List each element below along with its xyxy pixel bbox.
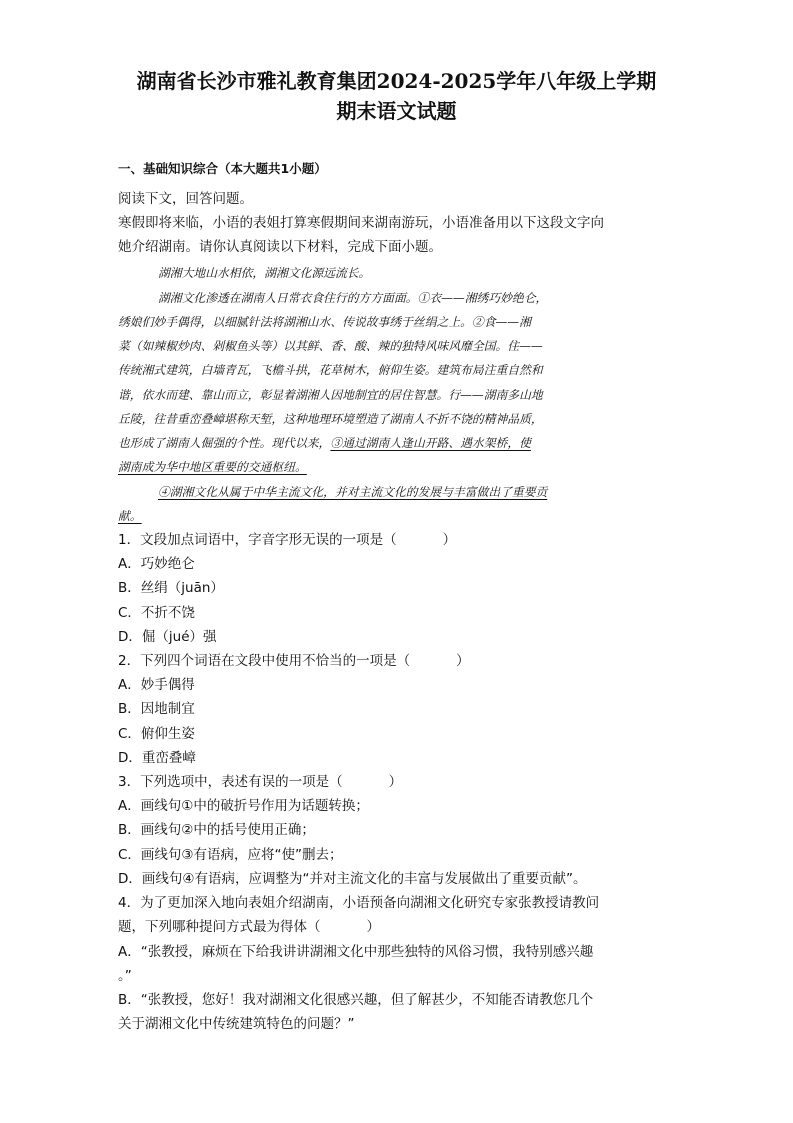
passage-opening: 湖湘大地山水相依，湖湘文化源远流长。 [158, 266, 371, 280]
intro-line-2: 寒假即将来临，小语的表姐打算寒假期间来湖南游玩，小语准备用以下这段文字向 [118, 215, 604, 231]
question-2-stem [118, 651, 470, 671]
question-3-option-c: C．画线句③有语病，应将“使”删去； [118, 847, 343, 863]
passage-line-1: 湖湘文化渗透在湖南人日常衣食住行的方方面面。①衣——湘绣巧妙绝仑， [158, 291, 548, 305]
exam-title-line-2: 期末语文试题 [336, 99, 457, 123]
passage-line-4: 传统湘式建筑，白墙青瓦，飞檐斗拱，花草树木，俯仰生姿。建筑布局注重自然和 [118, 363, 543, 377]
question-2-option-b: B．因地制宜 [118, 701, 195, 717]
question-1-paren: ） [442, 532, 457, 548]
section-heading: 一、基础知识综合（本大题共1小题） [118, 161, 327, 176]
passage-line-7 [118, 434, 531, 452]
intro-line-3: 她介绍湖南。请你认真阅读以下材料，完成下面小题。 [118, 239, 442, 255]
question-3-option-d: D．画线句④有语病，应调整为“并对主流文化的丰富与发展做出了重要贡献”。 [118, 871, 587, 887]
passage-line-5: 谐，依水而建、靠山而立，彰显着湖湘人因地制宜的居住智慧。行——湖南多山地 [118, 388, 543, 402]
underlined-sentence-4-end: 献。 [118, 509, 142, 523]
passage-line-7-text: 也形成了湖南人倔强的个性。现代以来， [118, 436, 331, 450]
question-3-paren: ） [388, 774, 403, 790]
question-2-text: 2．下列四个词语在文段中使用不恰当的一项是（ [118, 653, 411, 669]
question-4-option-a-line-1: A．“张教授，麻烦在下给我讲讲湖湘文化中那些独特的风俗习惯，我特别感兴趣 [118, 944, 594, 960]
question-2-option-c: C．俯仰生姿 [118, 726, 195, 742]
question-1-option-c: C．不折不饶 [118, 605, 195, 621]
question-4-option-a-line-2: 。” [118, 968, 132, 984]
question-1-option-a: A．巧妙绝仑 [118, 556, 195, 572]
underlined-sentence-3: ③通过湖南人逢山开路、遇水架桥，使 [330, 436, 531, 450]
question-2-option-d: D．重峦叠嶂 [118, 750, 196, 766]
exam-title-line-1: 湖南省长沙市雅礼教育集团2024-2025学年八年级上学期 [136, 69, 657, 93]
passage-line-2: 绣娘们妙手偶得，以细腻针法将湖湘山水、传说故事绣于丝绢之上。②食——湘 [118, 315, 531, 329]
question-2-paren: ） [456, 653, 470, 669]
passage-line-6: 丘陵，往昔重峦叠嶂堪称天堑，这种地理环境塑造了湖南人不折不饶的精神品质， [118, 412, 543, 426]
question-1-stem [118, 530, 456, 550]
question-4-stem-line-1: 4．为了更加深入地向表姐介绍湖南，小语预备向湖湘文化研究专家张教授请教问 [118, 895, 600, 911]
question-3-option-b: B．画线句②中的括号使用正确； [118, 822, 315, 838]
question-1-option-d: D．倔（jué）强 [118, 629, 217, 645]
question-3-option-a: A．画线句①中的破折号作用为话题转换； [118, 798, 369, 814]
question-4-text: 题，下列哪种提问方式最为得体（ [118, 919, 321, 935]
question-4-option-b-line-1: B．“张教授，您好！我对湖湘文化很感兴趣，但了解甚少，不知能否请教您几个 [118, 992, 594, 1008]
question-3-text: 3．下列选项中，表述有误的一项是（ [118, 774, 343, 790]
underlined-sentence-3-end: 湖南成为华中地区重要的交通枢纽。 [118, 460, 307, 474]
passage-line-3: 菜（如辣椒炒肉、剁椒鱼头等）以其鲜、香、酸、辣的独特风味风靡全国。住—— [118, 339, 543, 353]
intro-line-1: 阅读下文，回答问题。 [118, 191, 253, 207]
question-1-option-b: B．丝绢（juān） [118, 580, 224, 596]
question-1-text: 1．文段加点词语中，字音字形无误的一项是（ [118, 532, 397, 548]
underlined-sentence-4: ④湖湘文化从属于中华主流文化，并对主流文化的发展与丰富做出了重要贡 [158, 485, 548, 499]
question-2-option-a: A．妙手偶得 [118, 677, 195, 693]
question-4-paren: ） [366, 919, 380, 935]
question-4-option-b-line-2: 关于湖湘文化中传统建筑特色的问题？” [118, 1016, 355, 1032]
question-4-stem-line-2 [118, 917, 380, 937]
question-3-stem [118, 772, 402, 792]
